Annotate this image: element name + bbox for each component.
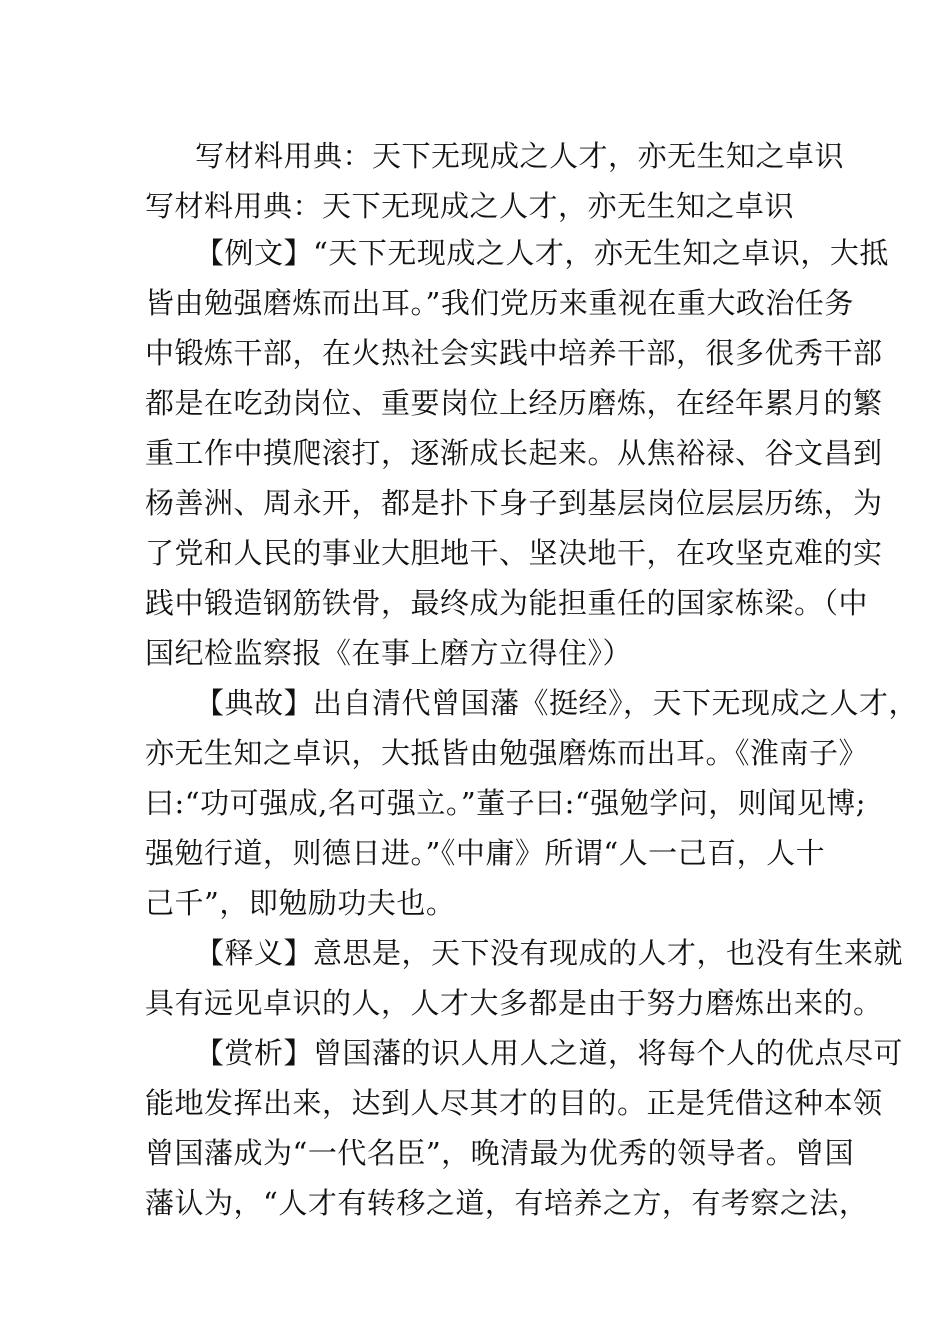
paragraph-appreciation-line: 【赏析】曾国藩的识人用人之道，将每个人的优点尽可 (195, 1036, 904, 1070)
paragraph-example-line: 了党和人民的事业大胆地干、坚决地干，在攻坚克难的实 (145, 536, 883, 570)
paragraph-example-line: 重工作中摸爬滚打，逐渐成长起来。从焦裕禄、谷文昌到 (145, 436, 883, 470)
paragraph-meaning-line: 【释义】意思是，天下没有现成的人才，也没有生来就 (195, 936, 904, 970)
document-title: 写材料用典：天下无现成之人才，亦无生知之卓识 (195, 139, 845, 173)
paragraph-allusion-line: 【典故】出自清代曾国藩《挺经》，天下无现成之人才， (195, 686, 919, 720)
paragraph-allusion-line: 亦无生知之卓识，大抵皆由勉强磨炼而出耳。《淮南子》 (145, 736, 869, 770)
paragraph-example-line: 都是在吃劲岗位、重要岗位上经历磨炼，在经年累月的繁 (145, 386, 883, 420)
paragraph-allusion-line: 曰:“功可强成,名可强立。”董子曰:“强勉学问，则闻见博; (145, 786, 867, 820)
paragraph-appreciation-line: 能地发挥出来，达到人尽其才的目的。正是凭借这种本领 (145, 1086, 883, 1120)
paragraph-allusion-line: 强勉行道，则德日进。”《中庸》所谓“人一己百，人十 (145, 836, 826, 870)
paragraph-meaning-line: 具有远见卓识的人，人才大多都是由于努力磨炼出来的。 (145, 986, 883, 1020)
paragraph-example-line: 杨善洲、周永开，都是扑下身子到基层岗位层层历练，为 (145, 486, 883, 520)
paragraph-example-line: 践中锻造钢筋铁骨，最终成为能担重任的国家栋梁。（中 (145, 586, 869, 620)
paragraph-appreciation-line: 曾国藩成为“一代名臣”，晚清最为优秀的领导者。曾国 (145, 1136, 855, 1170)
paragraph-example-line: 皆由勉强磨炼而出耳。”我们党历来重视在重大政治任务 (145, 286, 854, 320)
paragraph-allusion-line: 己千”，即勉励功夫也。 (145, 886, 456, 920)
paragraph-example-line: 【例文】“天下无现成之人才，亦无生知之卓识，大抵 (195, 236, 889, 270)
document-body (145, 228, 919, 1228)
document-subtitle: 写材料用典：天下无现成之人才，亦无生知之卓识 (145, 189, 795, 223)
paragraph-example-line: 中锻炼干部，在火热社会实践中培养干部，很多优秀干部 (145, 336, 883, 370)
paragraph-appreciation-line: 藩认为，“人才有转移之道，有培养之方，有考察之法， (145, 1186, 869, 1220)
paragraph-example-line: 国纪检监察报《在事上磨方立得住》） (145, 636, 633, 670)
